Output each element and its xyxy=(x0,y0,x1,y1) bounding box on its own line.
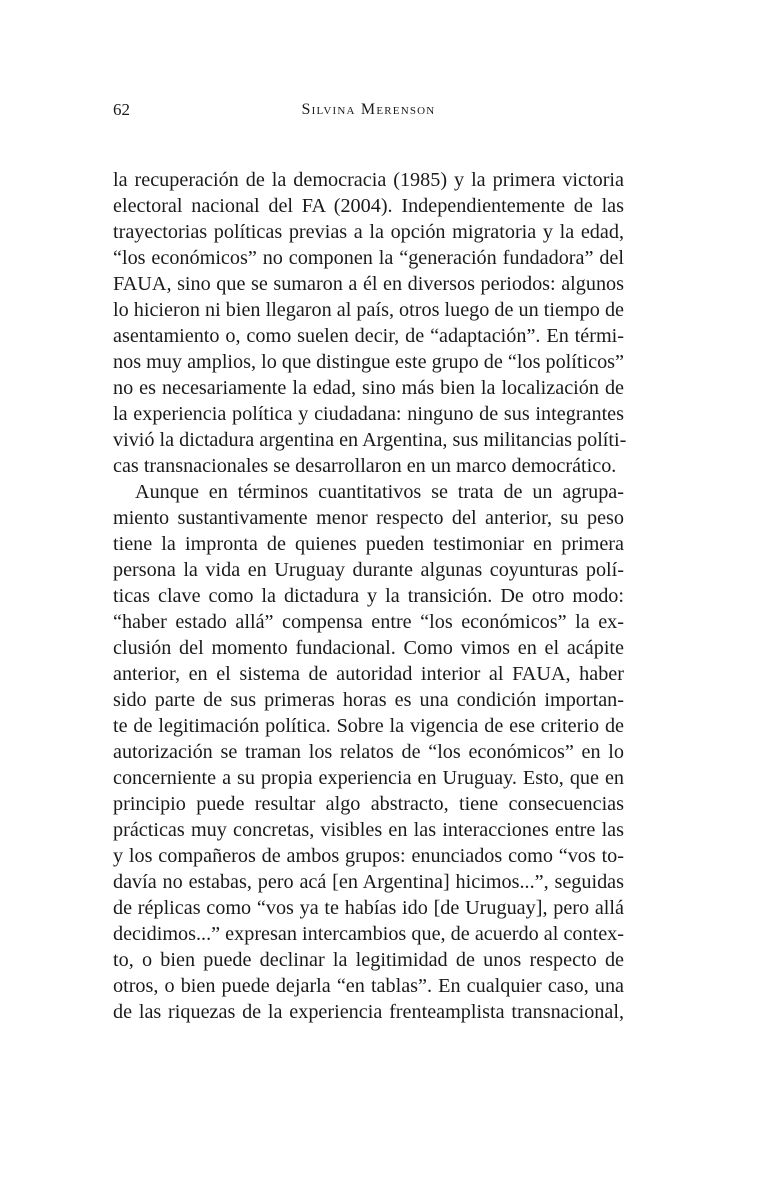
text-line: otros, o bien puede dejarla “en tablas”. En cualquier caso, una xyxy=(113,975,624,997)
running-header xyxy=(113,98,624,122)
text-line: clusión del momento fundacional. Como vimos en el acápite xyxy=(113,637,624,659)
text-line: y los compañeros de ambos grupos: enunciados como “vos to- xyxy=(113,845,624,867)
page-number: 62 xyxy=(113,100,130,119)
text-line: la experiencia política y ciudadana: ninguno de sus integrantes xyxy=(113,403,624,425)
text-line: lo hicieron ni bien llegaron al país, otros luego de un tiempo de xyxy=(113,299,624,321)
text-line: tiene la impronta de quienes pueden testimoniar en primera xyxy=(113,533,624,555)
text-line: asentamiento o, como suelen decir, de “adaptación”. En térmi- xyxy=(113,325,624,347)
text-line: to, o bien puede declinar la legitimidad de unos respecto de xyxy=(113,949,624,971)
text-line: te de legitimación política. Sobre la vigencia de ese criterio de xyxy=(113,715,624,737)
text-line: principio puede resultar algo abstracto, tiene consecuencias xyxy=(113,793,624,815)
text-line: cas transnacionales se desarrollaron en un marco democrático. xyxy=(113,455,617,477)
running-title: Silvina Merenson xyxy=(301,101,436,118)
text-line: de las riquezas de la experiencia frenteamplista transnacional, xyxy=(113,1001,624,1023)
text-line: trayectorias políticas previas a la opción migratoria y la edad, xyxy=(113,221,624,243)
text-line: davía no estabas, pero acá [en Argentina] hicimos...”, seguidas xyxy=(113,871,624,893)
text-line: miento sustantivamente menor respecto del anterior, su peso xyxy=(113,507,624,529)
text-line: “haber estado allá” compensa entre “los económicos” la ex- xyxy=(113,611,624,633)
text-line: de réplicas como “vos ya te habías ido [de Uruguay], pero allá xyxy=(113,897,624,919)
body-text xyxy=(113,167,627,1025)
text-line: FAUA, sino que se sumaron a él en diversos periodos: algunos xyxy=(113,273,624,295)
paragraph-2 xyxy=(113,479,624,1025)
text-line: “los económicos” no componen la “generación fundadora” del xyxy=(113,247,624,269)
text-line: no es necesariamente la edad, sino más bien la localización de xyxy=(113,377,624,399)
paragraph-1 xyxy=(113,167,627,479)
text-line: la recuperación de la democracia (1985) y la primera victoria xyxy=(113,169,624,191)
text-line: prácticas muy concretas, visibles en las interacciones entre las xyxy=(113,819,624,841)
text-line: electoral nacional del FA (2004). Independientemente de las xyxy=(113,195,624,217)
text-line: concerniente a su propia experiencia en Uruguay. Esto, que en xyxy=(113,767,624,789)
text-line: ticas clave como la dictadura y la transición. De otro modo: xyxy=(113,585,624,607)
text-line: anterior, en el sistema de autoridad interior al FAUA, haber xyxy=(113,663,624,685)
text-line: decidimos...” expresan intercambios que, de acuerdo al contex- xyxy=(113,923,624,945)
text-line: autorización se traman los relatos de “los económicos” en lo xyxy=(113,741,624,763)
text-line: persona la vida en Uruguay durante algunas coyunturas polí- xyxy=(113,559,624,581)
text-line: sido parte de sus primeras horas es una condición importan- xyxy=(113,689,624,711)
text-line: vivió la dictadura argentina en Argentina, sus militancias políti- xyxy=(113,429,627,451)
text-line: nos muy amplios, lo que distingue este grupo de “los políticos” xyxy=(113,351,624,373)
text-line: Aunque en términos cuantitativos se trata de un agrupa- xyxy=(135,481,624,503)
